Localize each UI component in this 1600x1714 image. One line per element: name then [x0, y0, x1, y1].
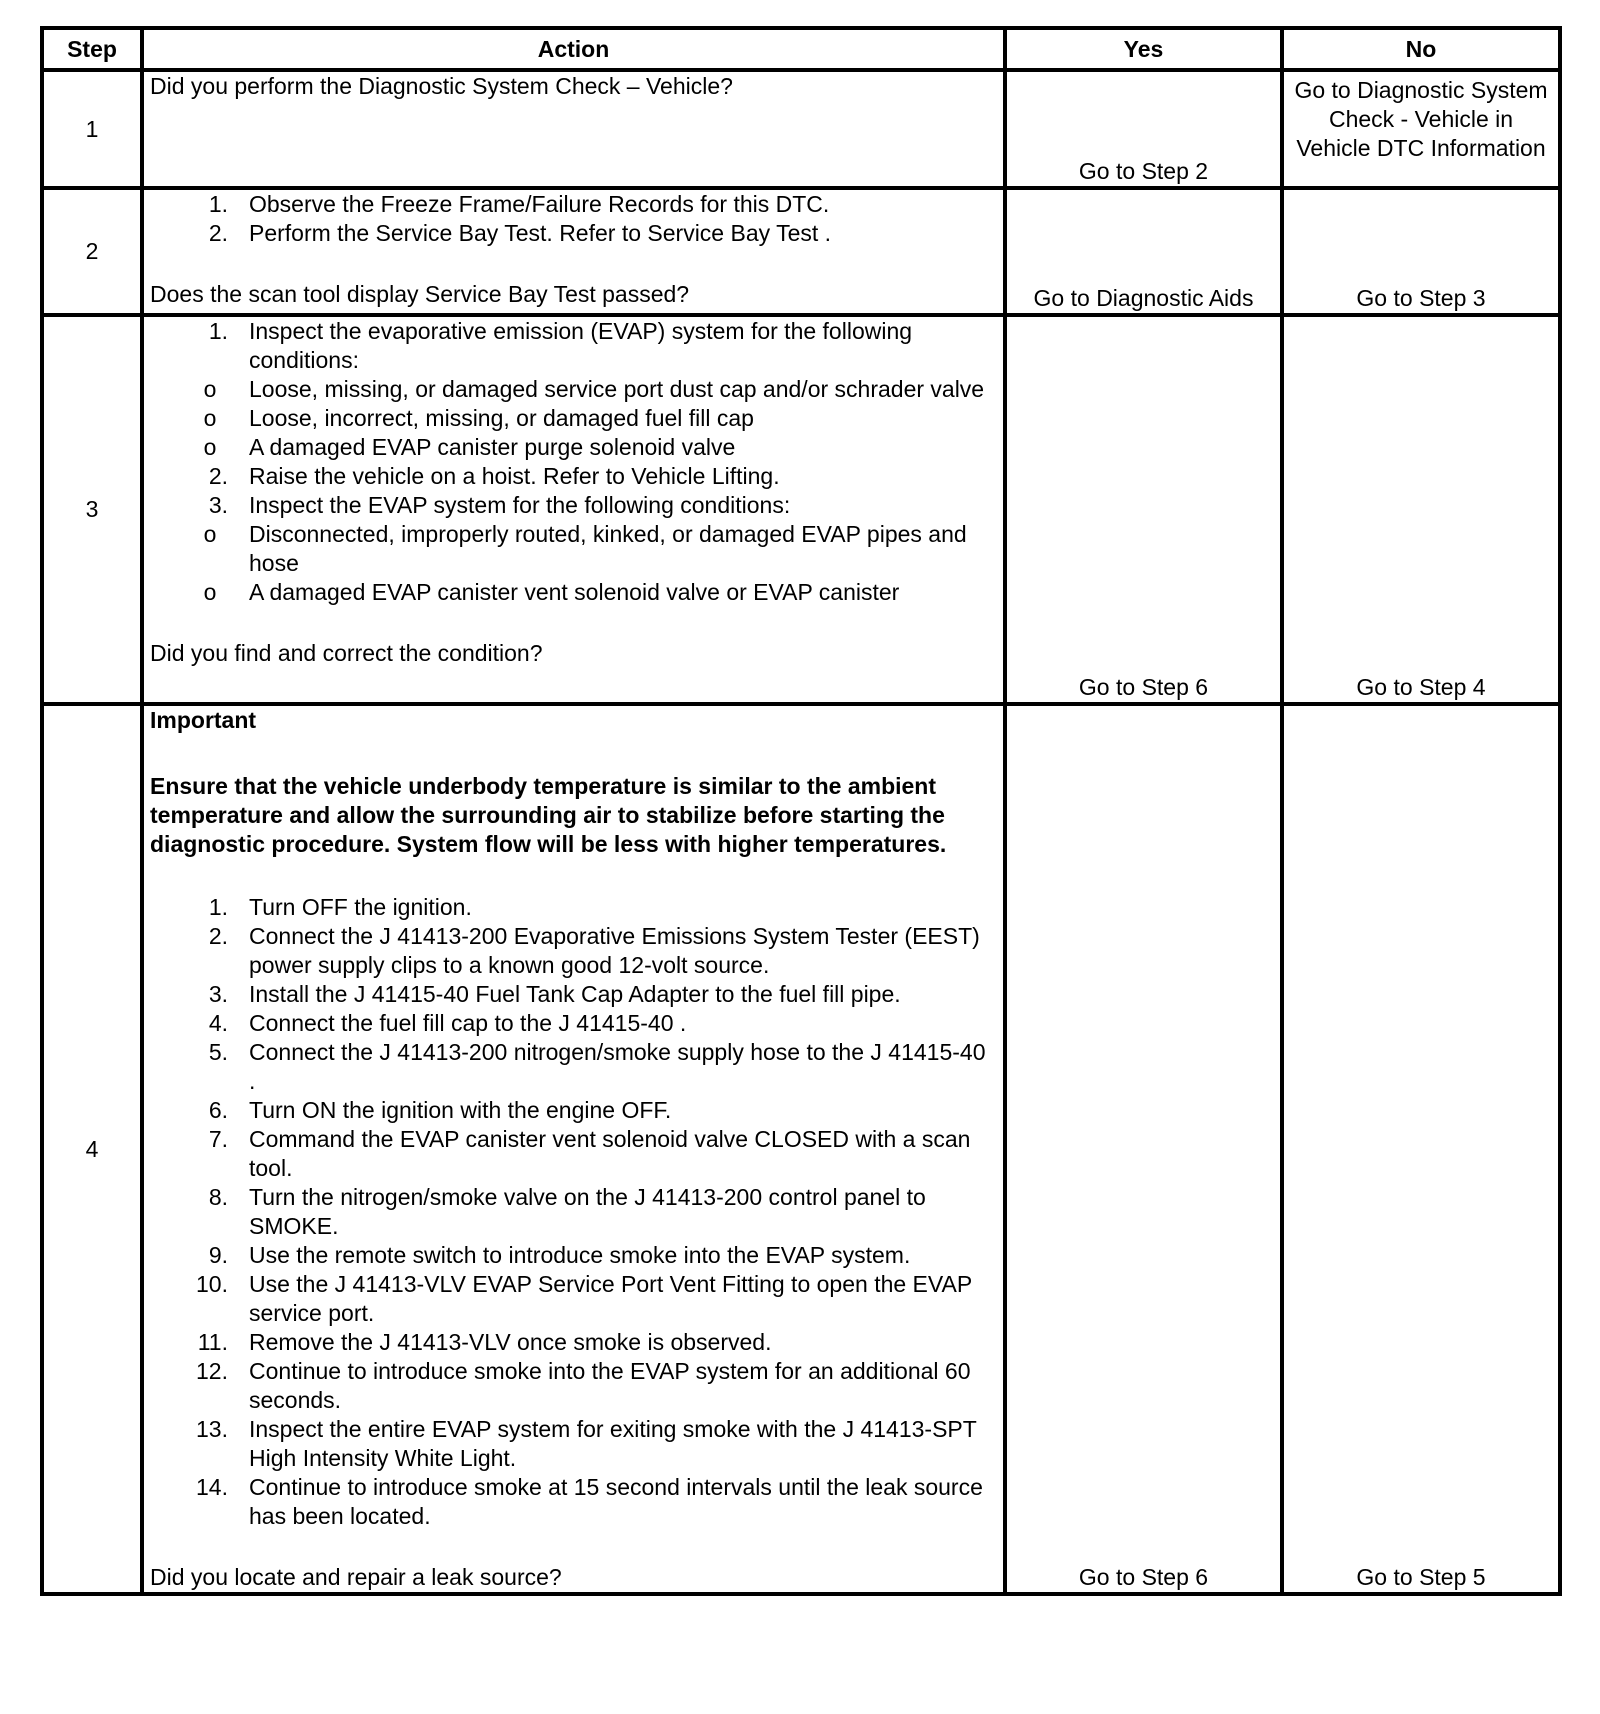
- list-item: 2. Raise the vehicle on a hoist. Refer to Vehicle Lifting.: [208, 463, 780, 489]
- header-yes: Yes: [1005, 28, 1282, 70]
- step-number: 3: [42, 315, 142, 704]
- question-text: Did you find and correct the condition?: [150, 640, 543, 666]
- step-number: 1: [42, 70, 142, 188]
- table-row: [42, 704, 1560, 1594]
- header-action: Action: [142, 28, 1005, 70]
- diagnostic-table: [40, 26, 1562, 1596]
- list-item: 6. Turn ON the ignition with the engine OFF.: [208, 1097, 672, 1123]
- list-item: 1. Inspect the evaporative emission (EVAP) system for the following conditions: o Loose, missing, or damaged service port dust cap and/or schrader valve o Loose, incorrect, missing, or damaged fuel fill cap o A damaged EVAP canister purge solenoid valve: [150, 317, 997, 462]
- table-row: [42, 188, 1560, 315]
- list-item: 14. Continue to introduce smoke at 15 second intervals until the leak source has been located.: [196, 1474, 983, 1529]
- list-item: 3. Inspect the EVAP system for the following conditions: o Disconnected, improperly routed, kinked, or damaged EVAP pipes and hose o A damaged EVAP canister vent solenoid valve or EVAP canister: [150, 491, 997, 607]
- list-item: 1. Turn OFF the ignition.: [208, 894, 472, 920]
- no-cell: Go to Diagnostic System Check - Vehicle in Vehicle DTC Information: [1282, 70, 1560, 188]
- yes-cell: Go to Step 2: [1005, 70, 1282, 188]
- list-item: 11. Remove the J 41413-VLV once smoke is observed.: [197, 1329, 772, 1355]
- table-row: [42, 70, 1560, 188]
- list-item: 12. Continue to introduce smoke into the EVAP system for an additional 60 seconds.: [196, 1358, 971, 1413]
- list-item: 3. Install the J 41415-40 Fuel Tank Cap Adapter to the fuel fill pipe.: [208, 981, 901, 1007]
- condition-item: o Loose, missing, or damaged service port dust cap and/or schrader valve: [203, 376, 985, 402]
- list-item: 9. Use the remote switch to introduce smoke into the EVAP system.: [208, 1242, 911, 1268]
- action-cell: [142, 315, 1005, 704]
- list-item: 1. Observe the Freeze Frame/Failure Records for this DTC.: [208, 191, 830, 217]
- condition-list: [150, 520, 997, 607]
- step-number: 2: [42, 188, 142, 315]
- important-title: Important: [150, 707, 257, 733]
- procedure-list: [150, 317, 997, 607]
- condition-item: o A damaged EVAP canister purge solenoid valve: [203, 434, 736, 460]
- no-cell: Go to Step 4: [1282, 315, 1560, 704]
- yes-cell: Go to Diagnostic Aids: [1005, 188, 1282, 315]
- header-step: Step: [42, 28, 142, 70]
- question-text: Does the scan tool display Service Bay Test passed?: [150, 281, 690, 307]
- list-item: 7. Command the EVAP canister vent solenoid valve CLOSED with a scan tool.: [208, 1126, 971, 1181]
- condition-item: o Loose, incorrect, missing, or damaged fuel fill cap: [203, 405, 754, 431]
- procedure-list: [150, 893, 997, 1531]
- question-text: Did you locate and repair a leak source?: [150, 1564, 562, 1590]
- action-cell: [142, 188, 1005, 315]
- header-no: No: [1282, 28, 1560, 70]
- important-note: Ensure that the vehicle underbody temperature is similar to the ambient temperature and allow the surrounding air to stabilize before starting the diagnostic procedure. System flow will be less with higher temperatures.: [150, 773, 947, 857]
- list-item: 2. Connect the J 41413-200 Evaporative Emissions System Tester (EEST) power supply clips to a known good 12-volt source.: [208, 923, 980, 978]
- yes-cell: Go to Step 6: [1005, 315, 1282, 704]
- header-row: [42, 28, 1560, 70]
- list-item: 8. Turn the nitrogen/smoke valve on the J 41413-200 control panel to SMOKE.: [208, 1184, 926, 1239]
- question-text: Did you perform the Diagnostic System Check – Vehicle?: [150, 73, 733, 99]
- yes-cell: Go to Step 6: [1005, 704, 1282, 1594]
- condition-list: [150, 375, 997, 462]
- step-number: 4: [42, 704, 142, 1594]
- list-item: 10. Use the J 41413-VLV EVAP Service Port Vent Fitting to open the EVAP service port.: [196, 1271, 972, 1326]
- table-row: [42, 315, 1560, 704]
- condition-item: o Disconnected, improperly routed, kinked, or damaged EVAP pipes and hose: [203, 521, 967, 576]
- list-item: 5. Connect the J 41413-200 nitrogen/smoke supply hose to the J 41415-40 .: [208, 1039, 986, 1094]
- procedure-list: [150, 190, 997, 248]
- condition-item: o A damaged EVAP canister vent solenoid valve or EVAP canister: [203, 579, 900, 605]
- no-cell: Go to Step 5: [1282, 704, 1560, 1594]
- list-item: 13. Inspect the entire EVAP system for exiting smoke with the J 41413-SPT High Intensity White Light.: [196, 1416, 977, 1471]
- list-item: 4. Connect the fuel fill cap to the J 41415-40 .: [208, 1010, 687, 1036]
- no-cell: Go to Step 3: [1282, 188, 1560, 315]
- action-cell: [142, 70, 1005, 188]
- list-item: 2. Perform the Service Bay Test. Refer to Service Bay Test .: [208, 220, 832, 246]
- action-cell: [142, 704, 1005, 1594]
